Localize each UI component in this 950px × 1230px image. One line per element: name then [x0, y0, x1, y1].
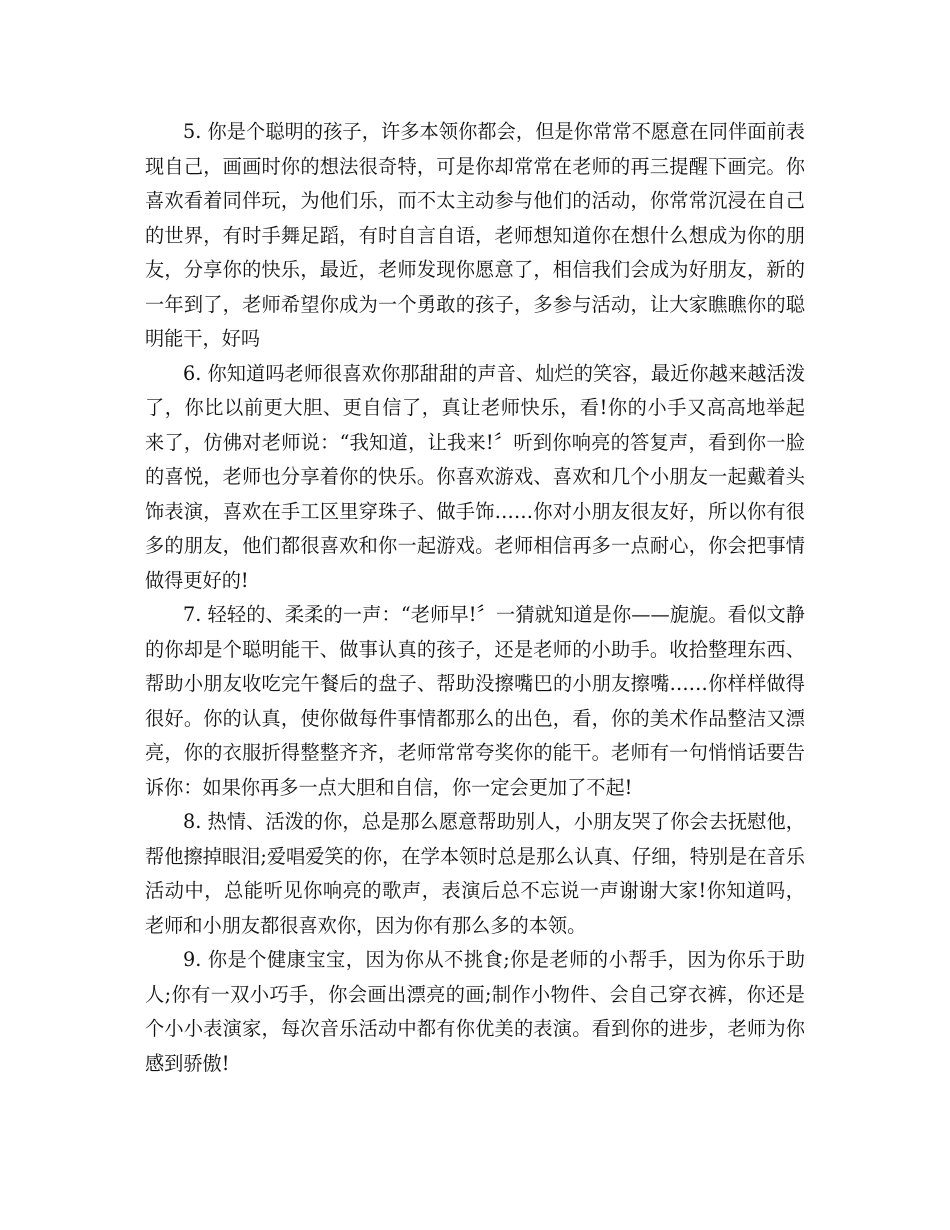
paragraph-6: 6. 你知道吗老师很喜欢你那甜甜的声音、灿烂的笑容，最近你越来越活泼了，你比以前更大胆、更自信了，真让老师快乐，看!你的小手又高高地举起来了，仿佛对老师说：“我知道，让我来!〞听到你响亮的答复声，看到你一脸的喜悦，老师也分享着你的快乐。你喜欢游戏、喜欢和几个小朋友一起戴着头饰表演，喜欢在手工区里穿珠子、做手饰……你对小朋友很友好，所以你有很多的朋友，他们都很喜欢和你一起游戏。老师相信再多一点耐心，你会把事情做得更好的! [145, 361, 805, 592]
paragraph-5: 5. 你是个聪明的孩子，许多本领你都会，但是你常常不愿意在同伴面前表现自己，画画时你的想法很奇特，可是你却常常在老师的再三提醒下画完。你喜欢看着同伴玩，为他们乐，而不太主动参与他们的活动，你常常沉浸在自己的世界，有时手舞足蹈，有时自言自语，老师想知道你在想什么想成为你的朋友，分享你的快乐，最近，老师发现你愿意了，相信我们会成为好朋友，新的一年到了，老师希望你成为一个勇敢的孩子，多参与活动，让大家瞧瞧你的聪明能干，好吗 [145, 120, 805, 350]
document-body [145, 115, 805, 1081]
paragraph-7: 7. 轻轻的、柔柔的一声：“老师早!〞一猜就知道是你——旎旎。看似文静的你却是个聪明能干、做事认真的孩子，还是老师的小助手。收拾整理东西、帮助小朋友收吃完午餐后的盘子、帮助没擦嘴巴的小朋友擦嘴……你样样做得很好。你的认真，使你做每件事情都那么的出色，看，你的美术作品整洁又漂亮，你的衣服折得整整齐齐，老师常常夸奖你的能干。老师有一句悄悄话要告诉你：如果你再多一点大胆和自信，你一定会更加了不起! [145, 603, 805, 799]
paragraph-9: 9. 你是个健康宝宝，因为你从不挑食;你是老师的小帮手，因为你乐于助人;你有一双小巧手，你会画出漂亮的画;制作小物件、会自己穿衣裤，你还是个小小表演家，每次音乐活动中都有你优美的表演。看到你的进步，老师为你感到骄傲! [145, 948, 805, 1075]
paragraph-8: 8. 热情、活泼的你，总是那么愿意帮助别人，小朋友哭了你会去抚慰他，帮他擦掉眼泪;爱唱爱笑的你，在学本领时总是那么认真、仔细，特别是在音乐活动中，总能听见你响亮的歌声，表演后总不忘说一声谢谢大家!你知道吗，老师和小朋友都很喜欢你，因为你有那么多的本领。 [145, 810, 805, 937]
